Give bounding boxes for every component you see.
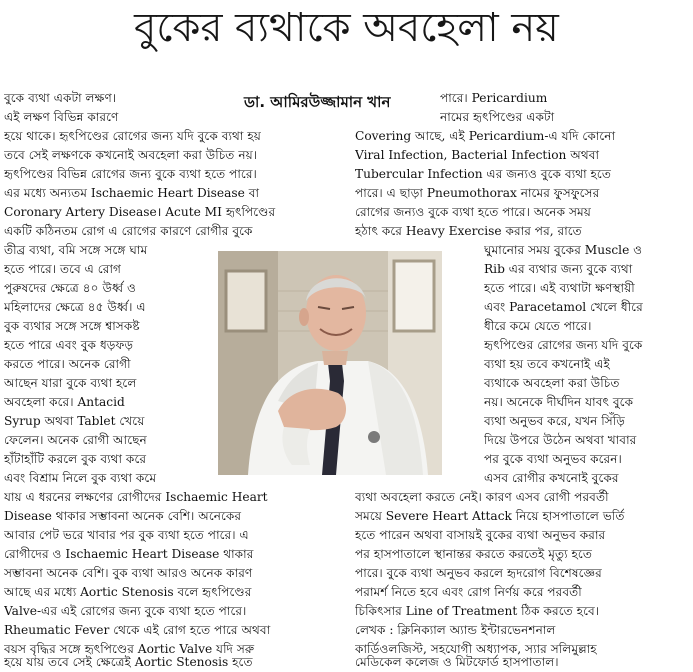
- text-line: ব্যথাকে অবহেলা করা উচিত: [484, 376, 620, 390]
- text-line: হাঁটাহাঁটি করলে বুক ব্যথা করে: [4, 452, 147, 466]
- text-line: হতে পারে। তবে এ রোগ: [4, 262, 121, 276]
- text-line: Syrup অথবা Tablet খেয়ে: [4, 414, 145, 428]
- text-line: এবং Paracetamol খেলে ধীরে: [484, 300, 643, 314]
- text-line: পর হাসপাতালে স্থানান্তর করতে করতেই মৃত্যু হতে: [355, 547, 592, 561]
- text-line: Tubercular Infection এর জন্যও বুকে ব্যথা হতে: [355, 167, 611, 181]
- author-note: লেখক : ক্লিনিক্যাল অ্যান্ড ইন্টারভেনশনাল: [355, 623, 556, 637]
- text-line: যায় এ ধরনের লক্ষণের রোগীদের Ischaemic Heart: [4, 490, 268, 504]
- text-line: ব্যথা হয় তবে কখনোই এই: [484, 357, 610, 371]
- text-line: দিয়ে উপরে উঠেন অথবা খাবার: [484, 433, 637, 447]
- text-line: আছে এর মধ্যে Aortic Stenosis বলে হৃৎপিণ্ডের: [4, 585, 252, 599]
- text-line: এবং বিশ্রাম নিলে বুক ব্যথা কমে: [4, 471, 157, 485]
- text-line: পারে। বুকে ব্যথা অনুভব করলে হৃদরোগ বিশেষজ্ঞের: [355, 566, 602, 580]
- text-line: বয়স বৃদ্ধির সঙ্গে হৃৎপিণ্ডের Aortic Valve যদি সরু: [4, 642, 255, 656]
- text-line: করতে পারে। অনেক রোগী: [4, 357, 131, 371]
- text-line: রোগের জন্যও বুকে ব্যথা হতে পারে। অনেক সময়: [355, 205, 591, 219]
- text-line: রোগীদের ও Ischaemic Heart Disease থাকার: [4, 547, 254, 561]
- man-clutching-chest-illustration: [218, 251, 442, 475]
- text-line: ব্যথা অনুভব করে, যখন সিঁড়ি: [484, 414, 625, 428]
- text-line: সময়ে Severe Heart Attack নিয়ে হাসপাতালে ভর্তি: [355, 509, 625, 523]
- text-line: চিকিৎসার Line of Treatment ঠিক করতে হবে।: [355, 604, 600, 618]
- text-line: আবার পেট ভরে খাবার পর বুক ব্যথা হতে পারে। এ: [4, 528, 249, 542]
- text-line: একটি কঠিনতম রোগ এ রোগের কারণে রোগীর বুকে: [4, 224, 253, 238]
- text-line: Disease থাকার সম্ভাবনা অনেক বেশি। অনেকের: [4, 509, 242, 523]
- text-line: Coronary Artery Disease। Acute MI হৃৎপিণ্ডের: [4, 205, 276, 219]
- text-line: হঠাৎ করে Heavy Exercise করার পর, রাতে: [355, 224, 582, 238]
- article-photo: [218, 251, 442, 475]
- text-line: এই লক্ষণ বিভিন্ন কারণে: [4, 110, 119, 124]
- headline: বুকের ব্যথাকে অবহেলা নয়: [134, 5, 559, 51]
- text-line: তীব্র ব্যথা, বমি সঙ্গে সঙ্গে ঘাম: [4, 243, 148, 257]
- text-line: মহিলাদের ক্ষেত্রে ৪৫ উর্ধ্ব। এ: [4, 300, 146, 314]
- text-line: হৃৎপিণ্ডের রোগের জন্য যদি বুকে: [484, 338, 643, 352]
- text-line: হতে পারেন অথবা বাসায়ই বুকের ব্যথা অনুভব করার: [355, 528, 606, 542]
- text-line: অবহেলা করে। Antacid: [4, 395, 125, 409]
- text-line: হয়ে যায় তবে সেই ক্ষেত্রেই Aortic Stenosis হতে: [4, 655, 253, 669]
- text-line: Covering আছে, এই Pericardium-এ যদি কোনো: [355, 129, 616, 143]
- text-line: পারে। এ ছাড়া Pneumothorax নামের ফুসফুসের: [355, 186, 600, 200]
- text-line: আছেন যারা বুকে ব্যথা হলে: [4, 376, 137, 390]
- text-line: নয়। অনেকে দীর্ঘদিন যাবৎ বুকে: [484, 395, 634, 409]
- text-line: Valve-এর এই রোগের জন্য বুকে ব্যথা হতে পারে।: [4, 604, 247, 618]
- text-line: মেডিকেল কলেজ ও মিটফোর্ড হাসপাতাল।: [355, 655, 559, 669]
- text-line: কার্ডিওলজিস্ট, সহযোগী অধ্যাপক, স্যার সলিমুল্লাহ: [355, 642, 597, 656]
- text-line: বুক ব্যথার সঙ্গে সঙ্গে শ্বাসকষ্ট: [4, 319, 140, 333]
- byline: ডা. আমিরউজ্জামান খান: [244, 93, 391, 111]
- text-line: বুকে ব্যথা একটা লক্ষণ।: [4, 91, 117, 105]
- text-line: নামের হৃৎপিণ্ডের একটা: [440, 110, 555, 124]
- text-line: পর বুকে ব্যথা অনুভব করেন।: [484, 452, 622, 466]
- text-line: হতে পারে। এই ব্যথাটা ক্ষণস্থায়ী: [484, 281, 635, 295]
- text-line: তবে সেই লক্ষণকে কখনোই অবহেলা করা উচিত নয়।: [4, 148, 258, 162]
- text-line: পরামর্শ নিতে হবে এবং রোগ নির্ণয় করে পরবর্তী: [355, 585, 582, 599]
- text-line: হতে পারে এবং বুক ধড়ফড়: [4, 338, 134, 352]
- text-line: Rib এর ব্যথার জন্য বুকে ব্যথা: [484, 262, 633, 276]
- text-line: Viral Infection, Bacterial Infection অথবা: [355, 148, 600, 162]
- text-line: হৃৎপিণ্ডের বিভিন্ন রোগের জন্য বুকে ব্যথা হতে পারে।: [4, 167, 257, 181]
- text-line: এসব রোগীর কখনোই বুকের: [484, 471, 619, 485]
- text-line: Rheumatic Fever থেকে এই রোগ হতে পারে অথবা: [4, 623, 271, 637]
- text-line: এর মধ্যে অন্যতম Ischaemic Heart Disease বা: [4, 186, 260, 200]
- text-line: ধীরে কমে যেতে পারে।: [484, 319, 592, 333]
- text-line: সম্ভাবনা অনেক বেশি। বুক ব্যথা আরও অনেক কারণ: [4, 566, 253, 580]
- text-line: হয়ে থাকে। হৃৎপিণ্ডের রোগের জন্য যদি বুকে ব্যথা হয়: [4, 129, 261, 143]
- text-line: পারে। Pericardium: [440, 91, 548, 105]
- text-line: ব্যথা অবহেলা করতে নেই। কারণ এসব রোগী পরবর্তী: [355, 490, 609, 504]
- text-line: ফেলেন। অনেক রোগী আছেন: [4, 433, 147, 447]
- text-line: ঘুমানোর সময় বুকের Muscle ও: [484, 243, 643, 257]
- text-line: পুরুষদের ক্ষেত্রে ৪০ উর্ধ্ব ও: [4, 281, 137, 295]
